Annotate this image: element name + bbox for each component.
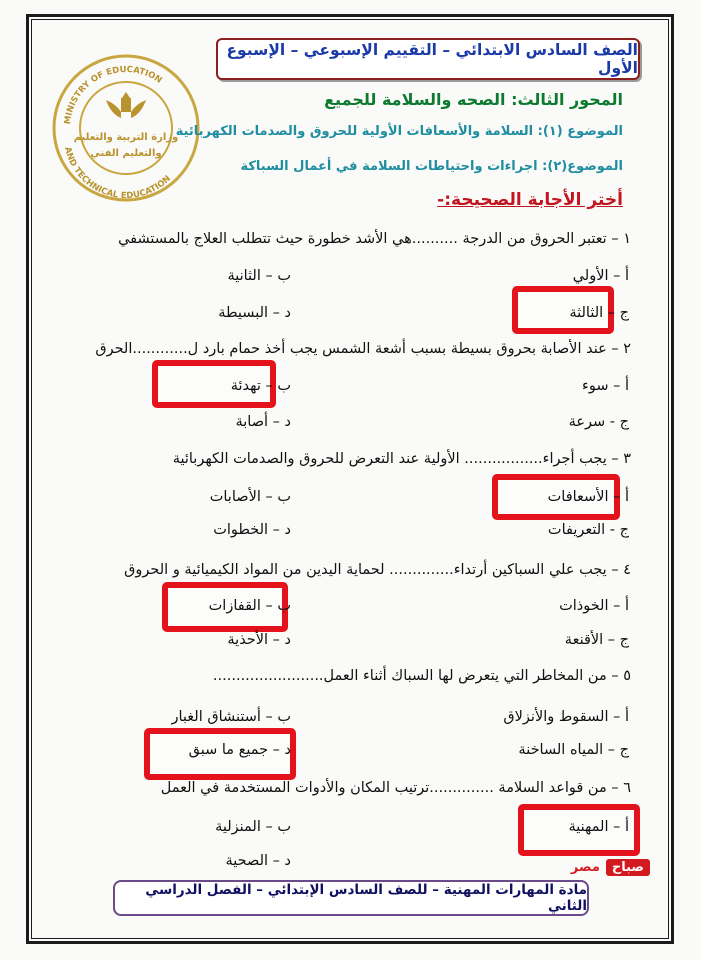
- q1-option-a[interactable]: أ – الأولي: [572, 268, 629, 284]
- svg-text:والتعليم الفني: والتعليم الفني: [90, 148, 162, 159]
- svg-text:MINISTRY OF EDUCATION: MINISTRY OF EDUCATION: [63, 64, 164, 125]
- svg-text:AND TECHNICAL EDUCATION: AND TECHNICAL EDUCATION: [62, 145, 173, 202]
- q1-option-d[interactable]: د – البسيطة: [218, 305, 291, 321]
- question-2: ٢ – عند الأصابة بحروق بسيطة بسبب أشعة الشمس يجب أخذ حمام بارد ل............الحرق: [95, 341, 631, 357]
- question-3: ٣ – يجب أجراء................. الأولية عند التعرض للحروق والصدمات الكهربائية: [172, 451, 631, 467]
- q2-option-c[interactable]: ج - سرعة: [568, 414, 629, 430]
- q4-option-d[interactable]: د – الأحذية: [227, 632, 291, 648]
- q6-option-b[interactable]: ب – المنزلية: [215, 819, 291, 835]
- q2-option-a[interactable]: أ – سوء: [582, 378, 629, 394]
- q1-option-b[interactable]: ب – الثانية: [227, 268, 291, 284]
- q4-option-a[interactable]: أ – الخوذات: [559, 598, 629, 614]
- header-title-box: [216, 38, 640, 80]
- q5-option-b[interactable]: ب – أستنشاق الغبار: [171, 709, 291, 725]
- q2-option-d[interactable]: د – أصابة: [235, 414, 291, 430]
- q6-option-a[interactable]: أ – المهنية: [568, 819, 629, 835]
- footer-text: مادة المهارات المهنية – للصف السادس الإبتدائي – الفصل الدراسي الثاني: [145, 882, 587, 914]
- q4-option-c[interactable]: ج – الأقنعة: [564, 632, 629, 648]
- watermark-word-1: صباح: [606, 859, 650, 876]
- question-6: ٦ – من قواعد السلامة ..............ترتيب المكان والأدوات المستخدمة في العمل: [160, 780, 631, 796]
- eagle-emblem-icon: [106, 92, 146, 118]
- axis-title: المحور الثالث: الصحه والسلامة للجميع: [324, 90, 623, 109]
- q3-option-c[interactable]: ج - التعريفات: [547, 522, 629, 538]
- footer-box: [113, 880, 589, 916]
- question-1: ١ – تعتبر الحروق من الدرجة ..........هي الأشد خطورة حيث تتطلب العلاج بالمستشفي: [118, 231, 631, 247]
- q5-option-d[interactable]: د – جميع ما سبق: [188, 742, 291, 758]
- topic-2: الموضوع(٢): اجراءات واحتياطات السلامة في أعمال السباكة: [240, 159, 623, 174]
- q5-option-a[interactable]: أ – السقوط والأنزلاق: [503, 709, 629, 725]
- watermark-logo: [538, 856, 650, 878]
- instruction: أختر الأجابة الصحيحة:-: [437, 190, 623, 210]
- header-title: الصف السادس الابتدائي – التقييم الإسبوعي – الإسبوع الأول: [226, 41, 638, 77]
- q3-option-b[interactable]: ب – الأصابات: [209, 489, 291, 505]
- question-4: ٤ – يجب علي السباكين أرتداء.............. لحماية اليدين من المواد الكيميائية و الحروق: [124, 562, 631, 578]
- q3-option-d[interactable]: د – الخطوات: [213, 522, 291, 538]
- q6-option-d[interactable]: د – الصحية: [225, 853, 291, 869]
- q5-option-c[interactable]: ج – المياه الساخنة: [518, 742, 629, 758]
- watermark-word-2: مصر: [570, 859, 600, 875]
- q1-option-c[interactable]: ج – الثالثة: [569, 305, 629, 321]
- topic-1: الموضوع (١): السلامة والأسعافات الأولية للحروق والصدمات الكهربائية: [175, 124, 623, 139]
- question-5: ٥ – من المخاطر التي يتعرض لها السباك أثناء العمل........................: [212, 668, 631, 684]
- q4-option-b[interactable]: ب – القفازات: [208, 598, 291, 614]
- q2-option-b[interactable]: ب – تهدئة: [230, 378, 291, 394]
- svg-text:وزارة التربية والتعليم: وزارة التربية والتعليم: [73, 132, 179, 143]
- q3-option-a[interactable]: أ – الأسعافات: [547, 489, 629, 505]
